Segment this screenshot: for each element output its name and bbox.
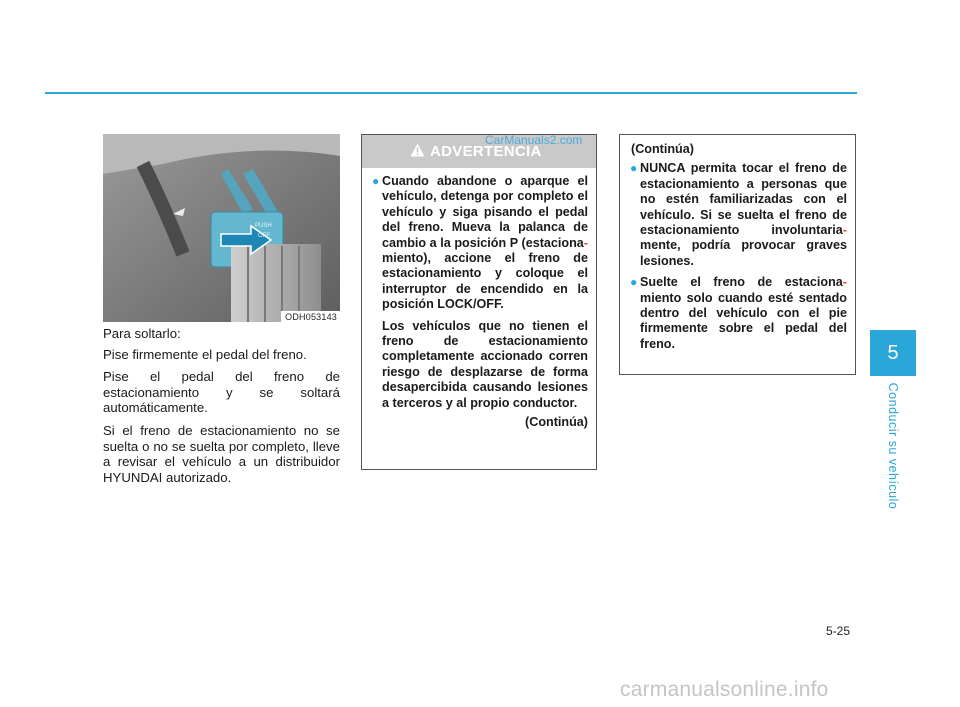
bullet-icon: ● <box>372 174 380 188</box>
warning-paragraph: Los vehículos que no tienen el freno de estacionamiento completamente accionado corren riesgo de desplazarse de forma desapercibida causando lesiones a terceros y al propio conductor. <box>382 318 588 410</box>
continuation-box <box>619 134 856 375</box>
release-note: Si el freno de estacionamiento no se suelta o no se suelta por completo, lleve a revisar el vehículo a un distribuidor HYUNDAI autorizado. <box>103 422 340 485</box>
bullet-icon: ● <box>630 161 638 176</box>
chapter-title <box>884 376 902 516</box>
release-step-2: Pise el pedal del freno de estacionamiento y se soltará automáticamente. <box>103 369 340 416</box>
continuation-bullet-2 <box>631 275 847 352</box>
continuation-bullet-1-text-a: NUNCA permita tocar el freno de estacionamiento a personas que no estén familiarizadas con el vehículo. Si se suelta el freno de estacionamiento involuntaria <box>640 161 847 238</box>
continuation-bullet-1-text-b: mente, podría provocar graves lesiones. <box>640 238 847 268</box>
chapter-tab: 5 <box>870 330 916 376</box>
pedal-label-off: OFF <box>258 233 270 239</box>
warning-title: ADVERTENCIA <box>430 143 542 160</box>
figure-code: ODH053143 <box>281 311 340 322</box>
page-number: 5-25 <box>826 624 851 638</box>
warning-bullet-1-text-a: Cuando abandone o aparque el vehículo, detenga por completo el vehículo y siga pisando el pedal del freno. Mueva la palanca de cambio a la posición P (estaciona <box>382 174 588 250</box>
hyphen-mark: - <box>842 275 847 290</box>
left-column-text <box>103 326 340 492</box>
release-heading: Para soltarlo: <box>103 326 181 341</box>
parking-brake-illustration <box>103 134 340 322</box>
chapter-title-text: Conducir su vehículo <box>886 382 900 510</box>
watermark: CarManuals2.com <box>485 133 583 147</box>
continuation-bullet-2-text-a: Suelte el freno de estaciona <box>640 275 843 290</box>
pedal-drawing <box>103 134 340 322</box>
continuation-bullet-2-text-b: miento solo cuando esté sentado dentro del vehículo con el pie firmemente sobre el pedal del freno. <box>640 290 847 351</box>
release-step-1: Pise firmemente el pedal del freno. <box>103 346 307 362</box>
warning-bullet-1 <box>373 174 588 313</box>
continuation-bullet-1 <box>631 161 847 269</box>
hyphen-mark: - <box>842 223 847 238</box>
warning-body <box>362 168 596 431</box>
warning-continues: (Continúa) <box>525 415 588 430</box>
footer-watermark: carmanualsonline.info <box>620 678 829 701</box>
warning-box <box>361 134 597 470</box>
pedal-label-push: PUSH <box>255 223 272 229</box>
warning-triangle-icon <box>410 143 425 157</box>
top-rule <box>45 92 857 94</box>
continuation-label: (Continúa) <box>631 142 694 156</box>
warning-bullet-1-text-b: miento), accione el freno de estacionamiento y coloque el interruptor de encendido en la posición LOCK/OFF. <box>382 251 588 312</box>
hyphen-mark: - <box>583 235 588 250</box>
bullet-icon: ● <box>630 275 638 290</box>
